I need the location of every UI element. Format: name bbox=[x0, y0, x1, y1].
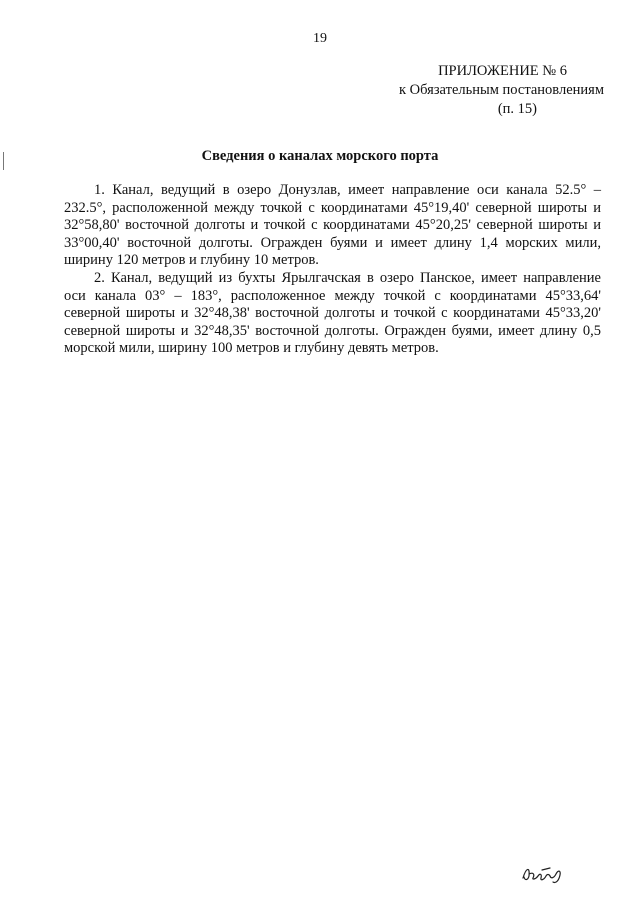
appendix-label: ПРИЛОЖЕНИЕ № 6 bbox=[438, 63, 567, 79]
appendix-reference: к Обязательным постановлениям bbox=[399, 82, 604, 98]
appendix-header bbox=[364, 62, 604, 119]
document-body bbox=[64, 182, 601, 358]
paragraph-2: 2. Канал, ведущий из бухты Ярылгачская в озеро Панское, имеет направление оси канала 03° – 183°, расположенное между точкой с координатами 45°33,64' северной широты и 32°48,38' восточной долготы и точкой с координатами 45°33,20' северной широты и 32°48,35' восточной долготы. Огражден буями, имеет длину 0,5 морской мили, ширину 100 метров и глубину девять метров. bbox=[64, 269, 601, 357]
page-number: 19 bbox=[313, 31, 327, 46]
handwritten-signature bbox=[520, 860, 570, 886]
document-title: Сведения о каналах морского порта bbox=[201, 148, 439, 164]
appendix-clause: (п. 15) bbox=[497, 101, 537, 117]
paragraph-1: 1. Канал, ведущий в озеро Донузлав, имеет направление оси канала 52.5° – 232.5°, расположенной между точкой с координатами 45°19,40' северной широты и 32°58,80' восточной долготы и точкой с координатами 45°20,25' северной широты и 33°00,40' восточной долготы. Огражден буями и имеет длину 1,4 морских мили, ширину 120 метров и глубину 10 метров. bbox=[64, 182, 601, 269]
